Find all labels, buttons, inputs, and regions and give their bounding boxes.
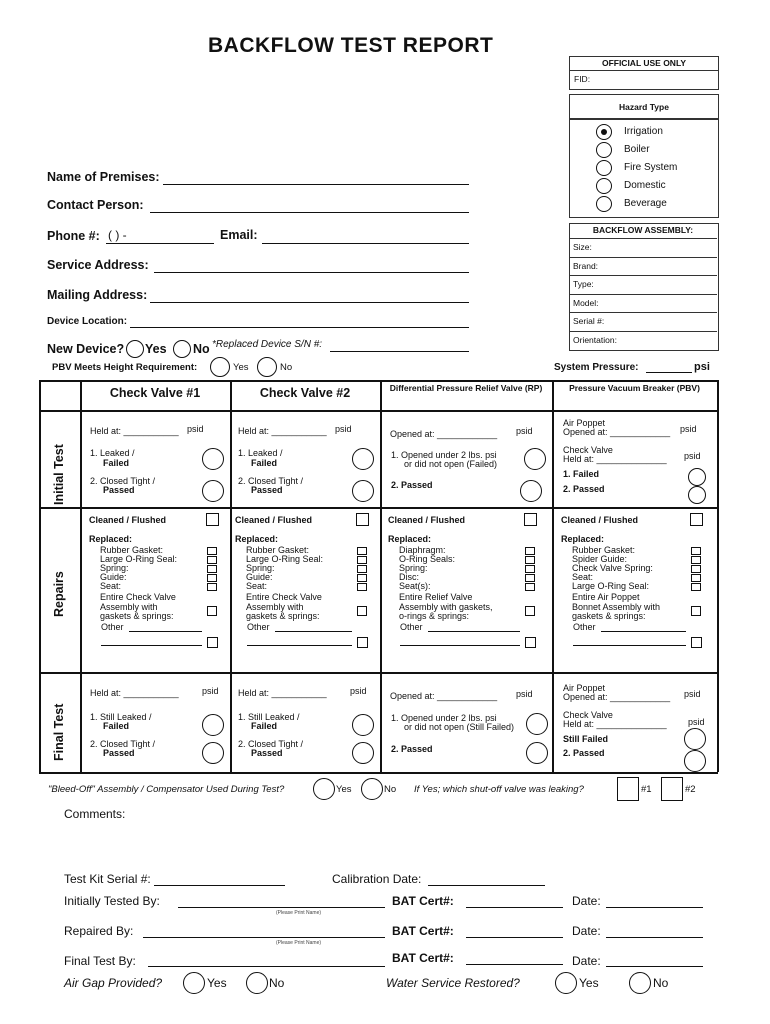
rp-final-psid: psid: [516, 689, 533, 699]
cv1-repair-item-checkbox[interactable]: [207, 574, 217, 582]
table-divider: [552, 380, 554, 772]
cv2-replaced-label: Replaced:: [235, 534, 279, 544]
pvb-final-passed-label: 2. Passed: [563, 748, 605, 758]
hazard-domestic-radio[interactable]: [596, 178, 612, 194]
cv2-repair-item: Guide:: [246, 572, 273, 582]
bleed-off-no-label: No: [384, 784, 397, 795]
hazard-option-label: Boiler: [624, 144, 650, 155]
comments-label: Comments:: [64, 807, 126, 821]
rp-final-passed-radio[interactable]: [526, 742, 548, 764]
bat-cert-field-1[interactable]: [466, 907, 563, 908]
table-divider: [39, 672, 717, 674]
rp-final-opened-under-label: 1. Opened under 2 lbs. psi: [391, 713, 497, 723]
system-pressure-label: System Pressure:: [554, 362, 639, 373]
initially-tested-label: Initially Tested By:: [64, 894, 160, 908]
rp-initial-failed-radio[interactable]: [524, 448, 546, 470]
cv1-final-passed-radio[interactable]: [202, 742, 224, 764]
pvb-initial-check-held-label: Held at: ______________: [563, 454, 667, 464]
date-label-3: Date:: [572, 954, 601, 968]
cv2-repair-item-checkbox[interactable]: [357, 574, 367, 582]
cv1-final-held-label: Held at: ___________: [90, 688, 179, 698]
rp-repair-item: Seat(s):: [399, 581, 431, 591]
fid-label: FID:: [574, 74, 591, 84]
assembly-field-label[interactable]: Brand:: [573, 260, 599, 271]
backflow-assembly-header: BACKFLOW ASSEMBLY:: [592, 225, 694, 235]
cv2-repair-item: Spring:: [246, 563, 275, 573]
cv1-repair-other-checkbox[interactable]: [207, 637, 218, 648]
column-header-4: Pressure Vacuum Breaker (PBV): [569, 383, 700, 393]
email-label: Email:: [220, 228, 258, 242]
pvb-repair-item-checkbox[interactable]: [691, 565, 701, 573]
cv1-repair-other-field-2[interactable]: [101, 645, 202, 646]
rp-repair-other-field-2[interactable]: [400, 645, 520, 646]
bat-cert-label-3: BAT Cert#:: [392, 951, 454, 965]
cv2-initial-failed-label: Failed: [251, 458, 278, 468]
new-device-label: New Device?: [47, 342, 125, 356]
repaired-by-field[interactable]: [143, 937, 385, 938]
pvb-repair-item-checkbox[interactable]: [691, 574, 701, 582]
column-header-2: Check Valve #2: [259, 386, 351, 400]
shutoff-1-label: #1: [641, 784, 652, 795]
row-label-initial-test: Initial Test: [52, 444, 66, 506]
pvb-repair-item: Check Valve Spring:: [572, 563, 653, 573]
pvb-repair-item: Seat:: [572, 572, 594, 582]
cv1-final-failed-label: Failed: [103, 721, 130, 731]
rp-initial-psid: psid: [516, 426, 533, 436]
hazard-beverage-radio[interactable]: [596, 196, 612, 212]
rp-repair-item-checkbox[interactable]: [525, 556, 535, 564]
table-divider: [39, 410, 717, 412]
pvb-initial-air-opened-label: Opened at: ____________: [563, 427, 671, 437]
assembly-field-label[interactable]: Size:: [573, 242, 592, 252]
column-header-3: Differential Pressure Relief Valve (RP): [389, 383, 543, 393]
hazard-option-label: Beverage: [624, 198, 667, 209]
rp-repair-item: Diaphragm:: [399, 545, 446, 555]
pvb-repair-item-checkbox[interactable]: [691, 583, 701, 591]
rp-repair-item-checkbox[interactable]: [525, 583, 535, 591]
water-restored-label: Water Service Restored?: [386, 976, 520, 990]
replaced-sn-label: *Replaced Device S/N #:: [212, 339, 323, 350]
hazard-option-label: Domestic: [624, 180, 666, 191]
pvb-initial-check-valve-label: Check Valve: [563, 445, 613, 455]
rp-initial-passed-radio[interactable]: [520, 480, 542, 502]
test-kit-field[interactable]: [154, 885, 285, 886]
mailing-address-label: Mailing Address:: [47, 288, 148, 302]
table-divider: [230, 380, 232, 772]
hazard-option-label: Irrigation: [624, 126, 663, 137]
assembly-row-divider: [569, 312, 717, 313]
cv1-replaced-label: Replaced:: [89, 534, 133, 544]
cv2-repair-item-checkbox[interactable]: [357, 565, 367, 573]
bleed-off-no-radio[interactable]: [361, 778, 383, 800]
pbv-height-no-radio[interactable]: [257, 357, 277, 377]
cv1-final-passed-label: Passed: [103, 748, 135, 758]
pvb-initial-failed-label: 1. Failed: [563, 469, 600, 479]
cv1-repair-item-checkbox[interactable]: [207, 556, 217, 564]
cv1-final-failed-radio[interactable]: [202, 714, 224, 736]
pvb-initial-check-psid: psid: [684, 451, 701, 461]
new-device-yes-label: Yes: [145, 342, 167, 356]
system-pressure-field[interactable]: [646, 372, 692, 373]
cv2-repair-item: gaskets & springs:: [246, 611, 320, 621]
assembly-field-label[interactable]: Orientation:: [573, 334, 617, 345]
name-of-premises-field[interactable]: [163, 184, 469, 185]
date-field-2[interactable]: [606, 937, 703, 938]
mailing-address-field[interactable]: [150, 302, 469, 303]
rp-final-opened-label: Opened at: ____________: [390, 691, 498, 701]
hazard-option-label: Fire System: [624, 162, 678, 173]
cv2-final-still-leaked-label: 1. Still Leaked /: [238, 712, 300, 722]
assembly-row-divider: [569, 257, 717, 258]
print-name-hint-1: (Please Print Name): [276, 910, 322, 916]
shutoff-2-label: #2: [685, 784, 696, 795]
date-label-2: Date:: [572, 924, 601, 938]
calibration-field[interactable]: [428, 885, 545, 886]
bat-cert-field-3[interactable]: [466, 964, 563, 965]
pbv-height-yes-radio[interactable]: [210, 357, 230, 377]
cv2-final-psid: psid: [350, 686, 367, 696]
air-gap-label: Air Gap Provided?: [64, 976, 163, 990]
rp-repair-item: Disc:: [399, 572, 419, 582]
rp-final-passed-label: 2. Passed: [391, 744, 433, 754]
table-border: [717, 380, 719, 772]
pvb-initial-air-psid: psid: [680, 424, 697, 434]
cv2-final-failed-label: Failed: [251, 721, 278, 731]
table-divider: [80, 380, 82, 772]
cv1-initial-leaked-label: 1. Leaked /: [90, 448, 135, 458]
cv2-repair-entire-checkbox[interactable]: [357, 606, 367, 616]
final-test-by-label: Final Test By:: [64, 954, 136, 968]
bat-cert-label-2: BAT Cert#:: [392, 924, 454, 938]
pvb-repair-item: gaskets & springs:: [572, 611, 646, 621]
cv1-repair-item: Other: [101, 622, 124, 632]
pbv-height-no-label: No: [280, 362, 293, 373]
cv2-initial-held-label: Held at: ___________: [238, 426, 327, 436]
cv1-final-still-leaked-label: 1. Still Leaked /: [90, 712, 152, 722]
cv1-repair-item: Rubber Gasket:: [100, 545, 164, 555]
cv1-initial-passed-label: Passed: [103, 485, 135, 495]
cv2-repair-other-field[interactable]: [275, 631, 352, 632]
cv1-initial-psid: psid: [187, 424, 204, 434]
pvb-initial-air-poppet-label: Air Poppet: [563, 418, 606, 428]
cv2-repair-other-field-2[interactable]: [247, 645, 352, 646]
pvb-final-passed-radio[interactable]: [684, 750, 706, 772]
cv1-repair-item: Large O-Ring Seal:: [100, 554, 178, 564]
row-label-repairs: Repairs: [52, 570, 66, 617]
phone-label: Phone #:: [47, 229, 100, 243]
rp-initial-opened-under-label: 1. Opened under 2 lbs. psi: [391, 450, 497, 460]
pvb-initial-passed-radio[interactable]: [688, 486, 706, 504]
cv2-initial-leaked-label: 1. Leaked /: [238, 448, 283, 458]
phone-field[interactable]: [106, 243, 214, 244]
rp-cleaned-label: Cleaned / Flushed: [388, 515, 466, 525]
air-gap-no-radio[interactable]: [246, 972, 268, 994]
pvb-repair-other-field[interactable]: [601, 631, 686, 632]
cv2-repair-item: Rubber Gasket:: [246, 545, 310, 555]
cv1-initial-failed-radio[interactable]: [202, 448, 224, 470]
pvb-repair-other-field-2[interactable]: [573, 645, 686, 646]
bleed-off-yes-label: Yes: [336, 784, 352, 795]
assembly-row-divider: [569, 275, 717, 276]
table-divider: [39, 507, 717, 509]
cv2-initial-passed-radio[interactable]: [352, 480, 374, 502]
pvb-repair-item: Spider Guide:: [572, 554, 628, 564]
cv2-final-passed-label: Passed: [251, 748, 283, 758]
row-label-final-test: Final Test: [52, 703, 66, 761]
cv1-repair-item-checkbox[interactable]: [207, 583, 217, 591]
rp-replaced-label: Replaced:: [388, 534, 432, 544]
shutoff-1-checkbox[interactable]: [617, 777, 639, 801]
email-field[interactable]: [262, 243, 469, 244]
calibration-label: Calibration Date:: [332, 872, 422, 886]
hazard-type-header: Hazard Type: [619, 102, 669, 112]
cv1-repair-item: Seat:: [100, 581, 122, 591]
pvb-repair-item: Other: [573, 622, 596, 632]
cv2-repair-item-checkbox[interactable]: [357, 556, 367, 564]
cv2-final-held-label: Held at: ___________: [238, 688, 327, 698]
rp-repair-item-checkbox[interactable]: [525, 547, 535, 555]
assembly-field-label[interactable]: Model:: [573, 297, 599, 308]
repaired-by-label: Repaired By:: [64, 924, 134, 938]
pvb-final-still-failed-label: Still Failed: [563, 734, 609, 744]
rp-final-did-not-open-label: or did not open (Still Failed): [404, 722, 515, 732]
date-field-3[interactable]: [606, 966, 703, 967]
assembly-field-label[interactable]: Serial #:: [573, 316, 605, 326]
column-header-1: Check Valve #1: [109, 386, 201, 400]
pvb-final-check-held-label: Held at: ______________: [563, 719, 667, 729]
pvb-repair-item: Large O-Ring Seal:: [572, 581, 650, 591]
water-restored-no-radio[interactable]: [629, 972, 651, 994]
device-location-label: Device Location:: [47, 316, 128, 327]
system-pressure-unit: psi: [694, 361, 710, 373]
date-label-1: Date:: [572, 894, 601, 908]
test-kit-label: Test Kit Serial #:: [64, 872, 151, 886]
cv1-repair-item-checkbox[interactable]: [207, 547, 217, 555]
cv2-repair-item: Entire Check Valve: [246, 592, 322, 602]
bat-cert-field-2[interactable]: [466, 937, 563, 938]
bleed-off-question: "Bleed-Off" Assembly / Compensator Used During Test?: [48, 784, 285, 795]
cv1-initial-held-label: Held at: ___________: [90, 426, 179, 436]
hazard-type-header-box: [569, 94, 719, 120]
pvb-final-check-valve-label: Check Valve: [563, 710, 613, 720]
cv1-repair-other-field[interactable]: [129, 631, 202, 632]
air-gap-yes-radio[interactable]: [183, 972, 205, 994]
date-field-1[interactable]: [606, 907, 703, 908]
bleed-off-yes-radio[interactable]: [313, 778, 335, 800]
pvb-final-air-poppet-label: Air Poppet: [563, 683, 606, 693]
cv2-repair-item: Assembly with: [246, 602, 304, 612]
name-of-premises-label: Name of Premises:: [47, 170, 160, 184]
assembly-row-divider: [569, 238, 717, 239]
water-restored-no-label: No: [653, 976, 669, 990]
cv2-final-passed-radio[interactable]: [352, 742, 374, 764]
pbv-height-yes-label: Yes: [233, 362, 249, 373]
table-border: [39, 380, 717, 382]
replaced-sn-field[interactable]: [330, 351, 469, 352]
pvb-repair-item-checkbox[interactable]: [691, 556, 701, 564]
pvb-final-failed-radio[interactable]: [684, 728, 706, 750]
cv1-repair-item: gaskets & springs:: [100, 611, 174, 621]
cv2-cleaned-label: Cleaned / Flushed: [235, 515, 313, 525]
assembly-field-label[interactable]: Type:: [573, 279, 594, 289]
rp-final-failed-radio[interactable]: [526, 713, 548, 735]
cv2-repair-item: Other: [247, 622, 270, 632]
service-address-field[interactable]: [154, 272, 469, 273]
rp-repair-other-field[interactable]: [428, 631, 520, 632]
pvb-initial-passed-label: 2. Passed: [563, 484, 605, 494]
pvb-initial-failed-radio[interactable]: [688, 468, 706, 486]
water-restored-yes-radio[interactable]: [555, 972, 577, 994]
cv1-initial-failed-label: Failed: [103, 458, 130, 468]
rp-initial-passed-label: 2. Passed: [391, 480, 433, 490]
initially-tested-field[interactable]: [178, 907, 385, 908]
pbv-height-label: PBV Meets Height Requirement:: [52, 362, 198, 373]
service-address-label: Service Address:: [47, 258, 149, 272]
pvb-repair-other-checkbox[interactable]: [691, 637, 702, 648]
rp-repair-entire-checkbox[interactable]: [525, 606, 535, 616]
pvb-cleaned-checkbox[interactable]: [690, 513, 703, 526]
cv1-repair-item: Guide:: [100, 572, 127, 582]
pvb-final-air-psid: psid: [684, 689, 701, 699]
final-test-by-field[interactable]: [148, 966, 385, 967]
contact-person-label: Contact Person:: [47, 198, 144, 212]
new-device-no-label: No: [193, 342, 210, 356]
cv1-repair-item: Spring:: [100, 563, 129, 573]
table-border: [39, 772, 718, 774]
phone-format: ( ) -: [108, 228, 127, 242]
assembly-row-divider: [569, 294, 717, 295]
pvb-repair-item: Rubber Gasket:: [572, 545, 636, 555]
cv2-repair-item-checkbox[interactable]: [357, 547, 367, 555]
pvb-repair-item: Entire Air Poppet: [572, 592, 640, 602]
rp-repair-item: Assembly with gaskets,: [399, 602, 493, 612]
cv1-initial-closed-label: 2. Closed Tight /: [90, 476, 156, 486]
official-use-box: [569, 56, 719, 90]
cv1-final-closed-label: 2. Closed Tight /: [90, 739, 156, 749]
air-gap-yes-label: Yes: [207, 976, 227, 990]
cv2-repair-item: Seat:: [246, 581, 268, 591]
rp-repair-item-checkbox[interactable]: [525, 565, 535, 573]
contact-person-field[interactable]: [150, 212, 469, 213]
rp-repair-item: Spring:: [399, 563, 428, 573]
pvb-replaced-label: Replaced:: [561, 534, 605, 544]
pvb-repair-item-checkbox[interactable]: [691, 547, 701, 555]
shutoff-2-checkbox[interactable]: [661, 777, 683, 801]
official-use-header: OFFICIAL USE ONLY: [570, 57, 718, 71]
rp-initial-did-not-open-label: or did not open (Failed): [404, 459, 498, 469]
rp-repair-item: O-Ring Seals:: [399, 554, 456, 564]
device-location-field[interactable]: [130, 327, 469, 328]
cv2-repair-item-checkbox[interactable]: [357, 583, 367, 591]
rp-repair-item: Entire Relief Valve: [399, 592, 473, 602]
cv2-initial-failed-radio[interactable]: [352, 448, 374, 470]
cv1-initial-passed-radio[interactable]: [202, 480, 224, 502]
print-name-hint-2: (Please Print Name): [276, 940, 322, 946]
assembly-row-divider: [569, 331, 717, 332]
new-device-no-radio[interactable]: [173, 340, 191, 358]
rp-cleaned-checkbox[interactable]: [524, 513, 537, 526]
cv1-final-psid: psid: [202, 686, 219, 696]
pvb-final-check-psid: psid: [688, 717, 705, 727]
cv1-repair-item-checkbox[interactable]: [207, 565, 217, 573]
hazard-irrigation-radio[interactable]: [596, 124, 612, 140]
rp-repair-item: Other: [400, 622, 423, 632]
table-border: [39, 380, 41, 772]
pvb-repair-item: Bonnet Assembly with: [572, 602, 661, 612]
cv2-repair-other-checkbox[interactable]: [357, 637, 368, 648]
cv2-initial-closed-label: 2. Closed Tight /: [238, 476, 304, 486]
table-divider: [380, 380, 382, 772]
pvb-repair-entire-checkbox[interactable]: [691, 606, 701, 616]
cv1-repair-item: Assembly with: [100, 602, 158, 612]
air-gap-no-label: No: [269, 976, 285, 990]
cv2-repair-item: Large O-Ring Seal:: [246, 554, 324, 564]
pvb-cleaned-label: Cleaned / Flushed: [561, 515, 639, 525]
cv2-final-closed-label: 2. Closed Tight /: [238, 739, 304, 749]
page-title: BACKFLOW TEST REPORT: [208, 34, 494, 57]
rp-repair-item: o-rings & springs:: [399, 611, 470, 621]
cv1-cleaned-label: Cleaned / Flushed: [89, 515, 167, 525]
shutoff-question: If Yes; which shut-off valve was leaking?: [414, 784, 584, 795]
hazard-fire-system-radio[interactable]: [596, 160, 612, 176]
cv2-initial-psid: psid: [335, 424, 352, 434]
cv2-final-failed-radio[interactable]: [352, 714, 374, 736]
water-restored-yes-label: Yes: [579, 976, 599, 990]
cv1-cleaned-checkbox[interactable]: [206, 513, 219, 526]
cv2-initial-passed-label: Passed: [251, 485, 283, 495]
rp-repair-item-checkbox[interactable]: [525, 574, 535, 582]
hazard-boiler-radio[interactable]: [596, 142, 612, 158]
bat-cert-label-1: BAT Cert#:: [392, 894, 454, 908]
cv1-repair-item: Entire Check Valve: [100, 592, 176, 602]
cv2-cleaned-checkbox[interactable]: [356, 513, 369, 526]
rp-repair-other-checkbox[interactable]: [525, 637, 536, 648]
rp-initial-opened-label: Opened at: ____________: [390, 429, 498, 439]
cv1-repair-entire-checkbox[interactable]: [207, 606, 217, 616]
pvb-final-air-opened-label: Opened at: ____________: [563, 692, 671, 702]
new-device-yes-radio[interactable]: [126, 340, 144, 358]
